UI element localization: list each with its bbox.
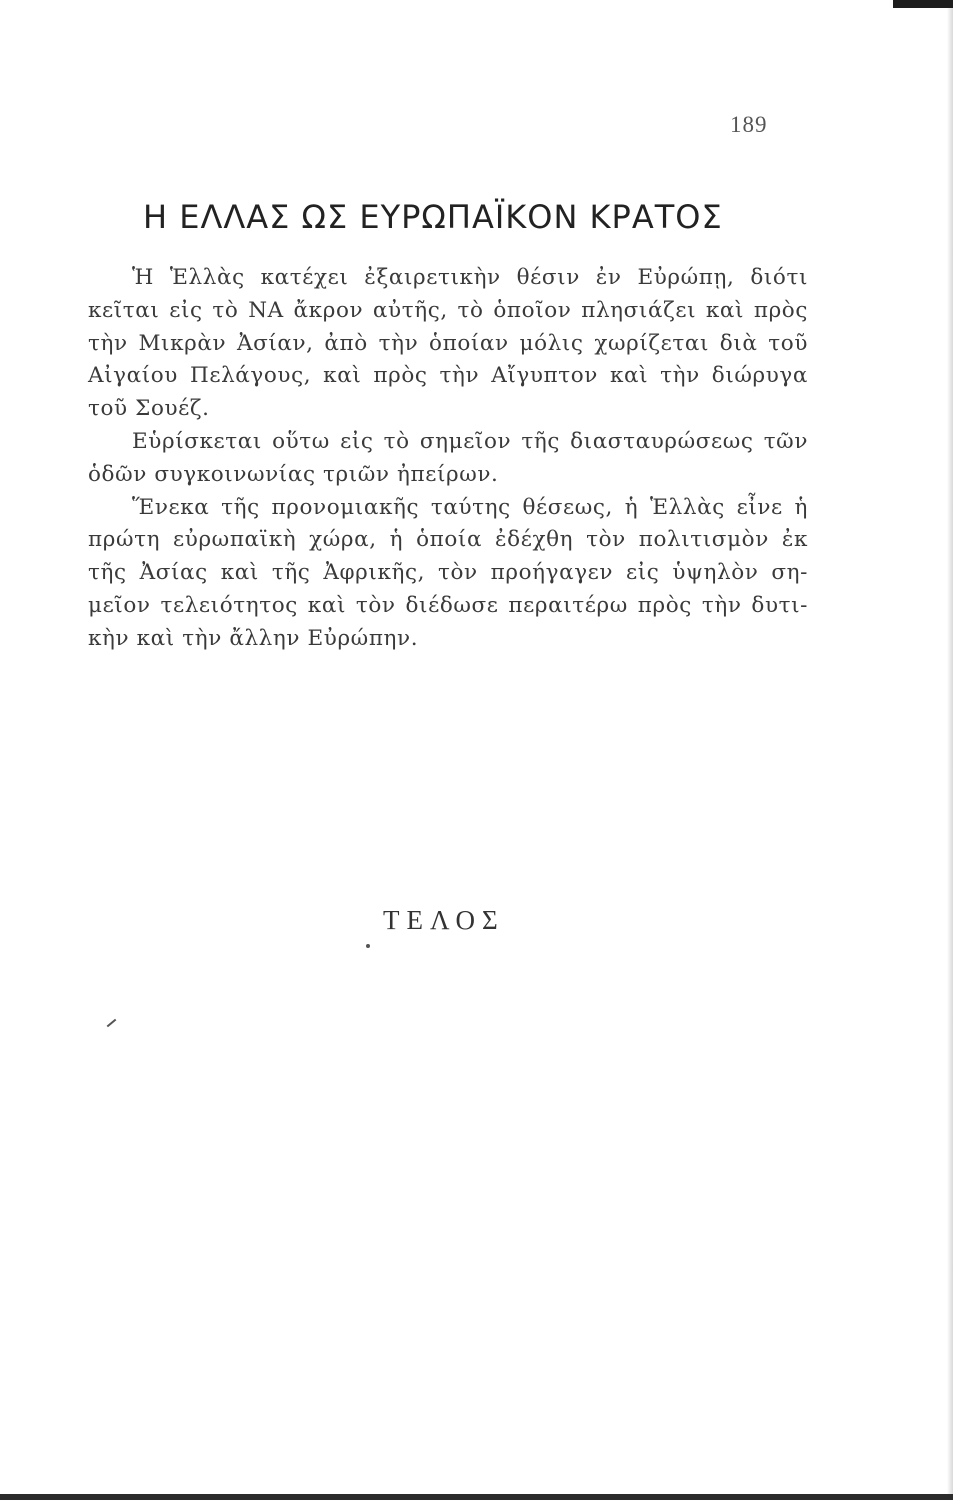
- text-line: τὴν Μικρὰν Ἀσίαν, ἀπὸ τὴν ὁποίαν μόλις χωρίζεται διὰ τοῦ: [88, 330, 808, 356]
- text-line: τῆς Ἀσίας καὶ τῆς Ἀφρικῆς, τὸν προήγαγεν εἰς ὑψηλὸν ση-: [88, 560, 808, 586]
- text-line: κὴν καὶ τὴν ἄλλην Εὐρώπην.: [88, 625, 419, 651]
- scan-edge-right: [947, 0, 953, 1500]
- text-line: τοῦ Σουέζ.: [88, 396, 210, 422]
- text-line: μεῖον τελειότητος καὶ τὸν διέδωσε περαιτέρω πρὸς τὴν δυτι-: [88, 592, 808, 618]
- text-line: πρώτη εὐρωπαϊκὴ χώρα, ἡ ὁποία ἐδέχθη τὸν πολιτισμὸν ἐκ: [88, 527, 808, 553]
- scan-corner-mark: [893, 0, 953, 8]
- print-mark: [107, 1019, 117, 1028]
- text-line: κεῖται εἰς τὸ ΝΑ ἄκρον αὐτῆς, τὸ ὁποῖον πλησιάζει καὶ πρὸς: [88, 297, 808, 323]
- chapter-title: Η ΕΛΛΑΣ ΩΣ ΕΥΡΩΠΑΪΚΟΝ ΚΡΑΤΟΣ: [143, 198, 723, 236]
- print-speck: [366, 944, 370, 948]
- text-line: Ἡ Ἑλλὰς κατέχει ἐξαιρετικὴν θέσιν ἐν Εὐρώπῃ, διότι: [132, 265, 808, 290]
- page-number: 189: [730, 112, 768, 137]
- scan-edge-bottom: [0, 1494, 953, 1500]
- text-line: ὁδῶν συγκοινωνίας τριῶν ἠπείρων.: [88, 461, 499, 487]
- body-text: [88, 262, 808, 656]
- text-line: Ἕνεκα τῆς προνομιακῆς ταύτης θέσεως, ἡ Ἑλλὰς εἶνε ἡ: [132, 494, 808, 520]
- text-line: Αἰγαίου Πελάγους, καὶ πρὸς τὴν Αἴγυπτον καὶ τὴν διώρυγα: [88, 363, 808, 389]
- end-marker: ΤΕΛΟΣ: [383, 905, 505, 935]
- text-line: Εὑρίσκεται οὕτω εἰς τὸ σημεῖον τῆς διασταυρώσεως τῶν: [132, 428, 808, 454]
